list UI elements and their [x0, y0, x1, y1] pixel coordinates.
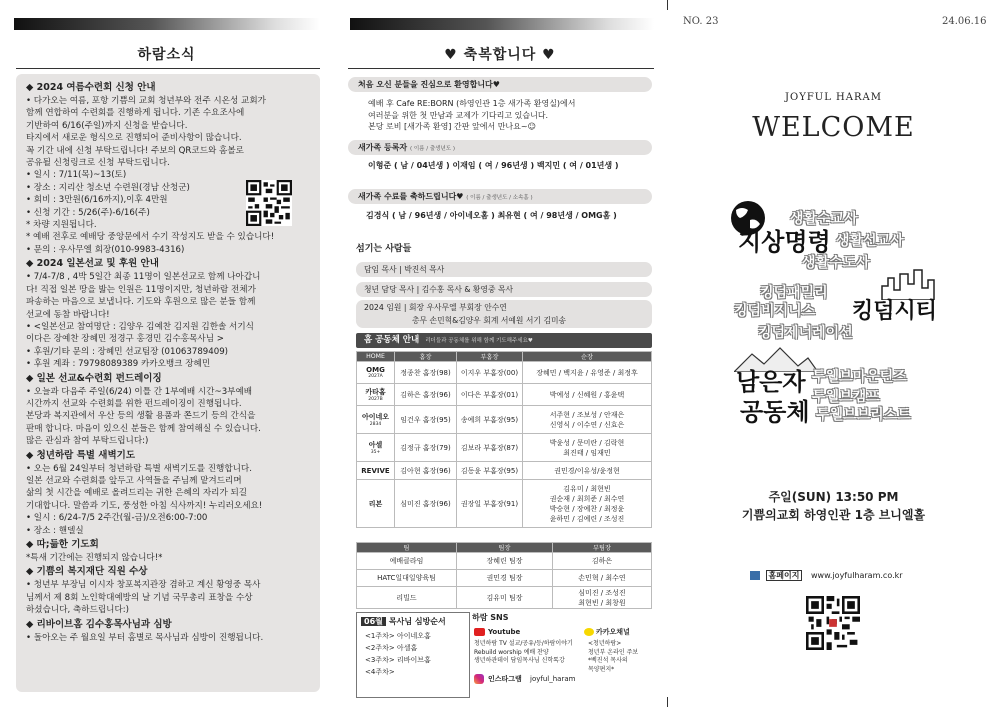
home-leader: 김하은 홈장(96) [395, 384, 457, 406]
issue-number: NO. 23 [683, 16, 719, 27]
col-header: 순장 [523, 352, 652, 362]
header-gradient-bar [350, 18, 654, 30]
motto-line: 킹덤패밀리 [760, 285, 828, 301]
homepage-url[interactable]: www.joyfulharam.co.kr [811, 571, 903, 580]
home-members: 서주현 / 조보성 / 안재은 신영식 / 이수연 / 신효은 [523, 406, 652, 434]
fold-mark [667, 697, 668, 707]
home-subleader: 이다은 부홈장(01) [457, 384, 523, 406]
remnant-label-1: 남은자 [736, 368, 806, 396]
servants-title: 섬기는 사람들 [356, 244, 412, 254]
col-header: 홈장 [395, 352, 457, 362]
news-item [26, 449, 312, 537]
team-leader: 권민경 팀장 [457, 570, 553, 587]
team-name: 리빌드 [357, 587, 457, 609]
signup-qr-code[interactable] [246, 180, 292, 226]
newcomer-pill [348, 140, 652, 155]
col-header: HOME [357, 352, 395, 362]
home-name: 아셀 35+ [357, 434, 395, 462]
homes-bar [356, 333, 652, 348]
home-name: 아이네오 2834 [357, 406, 395, 434]
home-leader: 김아현 홈장(96) [395, 462, 457, 480]
youtube-lines: 청년하람 TV 설교/공유/등/하람이야기 Rebuild worship 예배 찬양 생년하관데이 담임목사님 신학톡강 [474, 640, 573, 664]
visit-schedule [356, 612, 470, 698]
motto-line: 투웰브마운틴즈 [812, 369, 907, 385]
newcomer-note: ( 이름 / 출생년도 ) [409, 146, 455, 152]
visit-title-row [357, 613, 469, 630]
motto-line-bold: 킹덤시티 [852, 299, 938, 324]
team-subleader: 심미진 / 조성진 최현빈 / 최창원 [553, 587, 652, 609]
complete-pill-text: 새가족 수료를 축하드립니다♥ [358, 192, 464, 201]
instagram-id[interactable]: joyful_haram [530, 675, 576, 683]
instagram-icon [474, 674, 484, 684]
news-heading: ◆ 일본 선교&수련회 펀드레이징 [26, 372, 162, 384]
home-members: 김유미 / 최현빈 권순재 / 최희준 / 최수연 박승현 / 장예찬 / 최정윤 윤하민 / 김예린 / 조성진 [523, 480, 652, 528]
news-item [26, 257, 312, 370]
table-row [357, 362, 652, 384]
home-members: 장혜민 / 백지윤 / 유영준 / 최정후 [523, 362, 652, 384]
motto-line-bold: 지상명령 [738, 228, 831, 256]
homepage-qr-code[interactable] [806, 596, 860, 650]
news-body: • 돌아오는 주 월요일 부터 홈별로 목사님과 심방이 진행됩니다. [26, 632, 264, 643]
homepage-label: 홈페이지 [766, 570, 803, 581]
motto-line: 생활순교사 [790, 211, 858, 227]
table-row [357, 587, 652, 609]
service-time: 주일(SUN) 13:50 PM [768, 490, 899, 504]
home-members: 권민경/이유성/윤정현 [523, 462, 652, 480]
instagram-label[interactable]: 인스타그램 [488, 675, 522, 683]
col-header: 팀장 [457, 543, 553, 553]
table-row [357, 434, 652, 462]
news-item [26, 538, 312, 564]
sns-title: 하람 SNS [472, 613, 509, 622]
youth-pastor-row: 청년 담당 목사 | 김수홍 목사 & 황영중 목사 [356, 282, 652, 297]
visit-month: 06월 [361, 617, 386, 626]
welcome-pill-text: 처음 오신 분들을 진심으로 환영합니다♥ [358, 80, 500, 89]
news-body: • 오늘과 다음주 주일(6/24) 이틀 간 1부예배 시간~3부예배 시간까지 선교와 수련회를 위한 펀드레이징이 진행됩니다. 본당과 복지관에서 우산 등의 생활 용품과 쫀드기 등의 간식을 판매 합니다. 마음이 있으신 분들은 함께 참여해실 수 있습니다. 많은 관심과 참여 부탁드립니다:) [26, 386, 261, 447]
welcome-text: 예배 후 Cafe RE:BORN (하영인관 1층 새가족 환영실)에서 여러분을 위한 첫 만남과 교제가 기다리고 있습니다. 본당 로비 [새가족 환영] 간판 앞에서 만나요~☺ [368, 99, 576, 131]
table-row [357, 462, 652, 480]
motto-line: 투웰브브리스트 [816, 407, 911, 423]
service-place: 기쁨의교회 하영인관 1층 브니엘홀 [741, 508, 926, 522]
col-header: 부팀장 [553, 543, 652, 553]
blessing-title: ♥ 축복합니다 ♥ [444, 47, 556, 63]
home-subleader: 김동윤 부홈장(95) [457, 462, 523, 480]
table-row [357, 406, 652, 434]
motto-line: 킹덤제너레이션 [758, 325, 853, 341]
motto-line: 투웰브캠프 [812, 389, 880, 405]
visit-week: <1주차> 아이네오홈 [365, 632, 431, 640]
senior-pastor-row: 담임 목사 | 박진석 목사 [356, 262, 652, 277]
home-name: 리본 [357, 480, 395, 528]
home-leader: 임건우 홈장(95) [395, 406, 457, 434]
table-row [357, 384, 652, 406]
home-leader: 심미진 홈장(96) [395, 480, 457, 528]
divider [348, 68, 654, 69]
visit-week: <2주차> 아셀홈 [365, 644, 418, 652]
kakao-lines: <청년하람> 청년부 온라인 주보 *벡진석 목사의 목양편지* [588, 640, 639, 673]
news-heading: ◆ 기쁨의 복지재단 직원 수상 [26, 566, 148, 578]
newcomer-list: 이형준 ( 남 / 04년생 ) 이재임 ( 여 / 96년생 ) 백지민 ( 여 / 01년생 ) [368, 161, 619, 170]
fold-mark [667, 0, 668, 10]
home-subleader: 송예희 부홈장(95) [457, 406, 523, 434]
homes-table [356, 351, 652, 528]
issue-date: 24.06.16 [942, 16, 987, 27]
motto-line: 생활수도사 [802, 255, 870, 271]
home-subleader: 김보라 부홈장(87) [457, 434, 523, 462]
tagline: JOYFUL HARAM [785, 92, 882, 103]
visit-week: <3주차> 리바이브홈 [365, 656, 431, 664]
team-subleader: 손민혁 / 최수연 [553, 570, 652, 587]
welcome-pill [348, 77, 652, 92]
news-heading: ◆ 2024 일본선교 및 후원 안내 [26, 258, 159, 270]
officers-line-2: 총무 손민혁&김양우 회계 서예원 서기 김미송 [412, 316, 567, 325]
divider [16, 68, 320, 69]
home-name: REVIVE [357, 462, 395, 480]
kakao-label[interactable]: 카카오채널 [596, 628, 630, 636]
homes-bar-title: 홈 공동체 안내 [364, 335, 420, 345]
home-subleader: 권장일 부홈장(91) [457, 480, 523, 528]
homes-bar-note: 리더들과 공동체를 위해 함께 기도해주세요♥ [425, 338, 533, 344]
visit-week: <4주차> [365, 668, 395, 676]
news-item [26, 565, 312, 616]
news-heading: ◆ 2024 여름수련회 신청 안내 [26, 82, 156, 93]
news-body: *특새 기간에는 진행되지 않습니다!* [26, 553, 163, 563]
team-leader: 장혜린 팀장 [457, 553, 553, 570]
officers-row [356, 300, 652, 328]
home-name: 카타홈 2027B [357, 384, 395, 406]
home-leader: 김정규 홈장(79) [395, 434, 457, 462]
news-title: 하람소식 [137, 47, 196, 63]
news-body: • 7/4-7/8 , 4박 5일간 최종 11명이 일본선교로 함께 나아갑니 다! 직접 일본 땅을 밟는 인원은 11명이지만, 청년하람 전체가 파송하는 마음으로 보냅니다. 기도와 후원으로 많은 분들 함께 선교에 동참 바랍니다! • <일본선교 참여명단 : 김양우 김예찬 김지원 김한솔 서기식 이다은 장예찬 장혜민 정경구 홍경민 김수홍목사님 > • 후원/기타 문의 : 장혜민 선교팀장 (01063789409) • 후원 계좌 : 79798089389 카카오뱅크 장혜민 [26, 272, 261, 370]
motto-line: 생활선교사 [836, 233, 904, 249]
news-item [26, 618, 312, 644]
officers-line-1: 2024 임원 | 회장 우사무엘 부회장 안수연 [364, 303, 507, 312]
teams-table [356, 542, 652, 609]
home-leader: 정종찬 홈장(98) [395, 362, 457, 384]
homepage-row [750, 570, 903, 581]
home-name: OMG 2027A [357, 362, 395, 384]
table-header-row [357, 543, 652, 553]
motto-line: 킹덤비지니스 [734, 303, 816, 319]
news-body: • 오는 6월 24일부터 청년하람 특별 새벽기도를 진행합니다. 일본 선교와 수련회를 앞두고 사역들을 주님께 맡겨드리며 삶의 첫 시간을 예배로 올려드리는 귀한 은혜의 자리가 되길 기대합니다. 말씀과 기도, 풍성한 아침 식사까지! 누리러오세요! • 일시 : 6/24-7/5 2주간(월-금)/오전6:00-7:00 • 장소 : 핸델실 [26, 463, 263, 536]
home-members: 박윤성 / 문미란 / 김락현 최진태 / 임재민 [523, 434, 652, 462]
col-header: 팀 [357, 543, 457, 553]
completer-list: 김경식 ( 남 / 96년생 / 아이네오홈 ) 최유현 ( 여 / 98년생 / OMG홈 ) [366, 211, 617, 220]
news-heading: ◆ 따;듦한 기도회 [26, 539, 99, 550]
welcome-title: WELCOME [752, 112, 915, 143]
table-row [357, 480, 652, 528]
service-info [667, 488, 1000, 524]
col-header: 부홈장 [457, 352, 523, 362]
home-members: 박예성 / 신혜원 / 홍윤택 [523, 384, 652, 406]
visit-title: 목사님 심방순서 [388, 617, 446, 626]
news-heading: ◆ 리바이브홈 김수홍목사님과 심방 [26, 618, 172, 630]
complete-note: ( 이름 / 출생년도 / 소속홈 ) [466, 195, 533, 201]
team-name: 예배클라임 [357, 553, 457, 570]
sns-section [472, 612, 654, 698]
table-header-row [357, 352, 652, 362]
header-gradient-bar [14, 18, 320, 30]
team-leader: 김유미 팀장 [457, 587, 553, 609]
remnant-label-2: 공동체 [740, 398, 810, 426]
news-body: • 청년부 부장님 이시자 창포복지관장 겸하고 계신 황영중 목사 님께서 제 8회 노인학대예방의 날 기념 국무총리 표창을 수상 하셨습니다, 축하드립니다:) [26, 580, 261, 616]
kakao-icon [584, 628, 594, 636]
news-box [16, 74, 320, 692]
table-row [357, 553, 652, 570]
table-row [357, 570, 652, 587]
browser-icon [750, 571, 760, 580]
home-subleader: 이지우 부홈장(00) [457, 362, 523, 384]
team-subleader: 김하은 [553, 553, 652, 570]
news-body: • 다가오는 여름, 포항 기쁨의 교회 청년부와 전주 시온성 교회가 함께 연합하여 수련회를 진행하게 됩니다. 기존 수요조사에 기반하여 6/16(주일)까지 신청을 받습니다. 타지에서 새로운 형식으로 진행되어 준비사항이 많습니다. 꼭 기간 내에 신청 부탁드립니다! 주보의 QR코드와 홈볼로 공유될 신청링크로 신청 부탁드립니다. • 일시 : 7/11(목)~13(토) • 장소 : 지리산 청소년 수련원(경남 산청군) • 회비 : 3만원(6/16까지),이후 4만원 • 신청 기간 : 5/26(주)-6/16(주) * 차량 지원됩니다. * 예배 전후로 예배당 중앙문에서 수기 작성지도 받을 수 있습니다! • 문의 : 우사무엘 회장(010-9983-4316) [26, 96, 275, 255]
team-name: HATC일대일양육팀 [357, 570, 457, 587]
newcomer-pill-text: 새가족 등록자 [358, 143, 408, 152]
youtube-label[interactable]: Youtube [488, 628, 521, 636]
news-item [26, 372, 312, 448]
youtube-icon [474, 628, 485, 636]
news-heading: ◆ 청년하람 특별 새벽기도 [26, 449, 135, 461]
news-item [26, 81, 312, 256]
complete-pill [348, 189, 652, 204]
